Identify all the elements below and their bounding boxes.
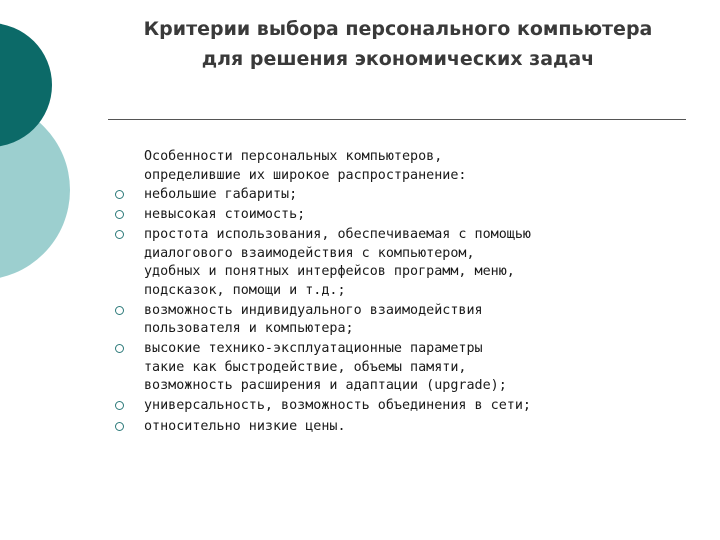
list-item-line: простота использования, обеспечиваемая с помощью: [144, 227, 531, 243]
list-item-line: удобных и понятных интерфейсов программ, меню,: [144, 264, 515, 280]
list-item-line: небольшие габариты;: [144, 187, 298, 202]
bullet-circle-icon: [115, 422, 124, 431]
list-item-line: диалогового взаимодействия с компьютером,: [144, 245, 475, 261]
list-item: [144, 186, 704, 205]
list-item: [144, 302, 704, 339]
title-divider: [108, 119, 686, 120]
intro-line-2: определившие их широкое распространение:: [144, 167, 467, 183]
bullet-circle-icon: [115, 306, 124, 315]
slide-content: [144, 148, 704, 438]
list-item-line: подсказок, помощи и т.д.;: [144, 282, 346, 298]
bullet-circle-icon: [115, 190, 124, 199]
bullet-circle-icon: [115, 344, 124, 353]
criteria-list: [144, 186, 704, 436]
list-item: [144, 206, 704, 225]
list-item: [144, 397, 704, 416]
list-item: [144, 226, 704, 300]
bullet-circle-icon: [115, 230, 124, 239]
decorative-circles: [0, 0, 110, 300]
list-item: [144, 418, 704, 437]
title-line-2: для решения экономических задач: [201, 48, 595, 70]
list-item-line: высокие технико-эксплуатационные параметры: [144, 341, 483, 357]
intro-text: [144, 148, 704, 185]
list-item-line: универсальность, возможность объединения в сети;: [144, 398, 531, 414]
slide-title: [108, 14, 688, 74]
list-item-line: возможность индивидуального взаимодействия: [144, 302, 483, 318]
bullet-circle-icon: [115, 210, 124, 219]
list-item-line: такие как быстродействие, объемы памяти,: [144, 359, 467, 375]
list-item-line: относительно низкие цены.: [144, 418, 346, 434]
list-item-line: пользователя и компьютера;: [144, 321, 354, 337]
list-item: [144, 340, 704, 396]
list-item-line: невысокая стоимость;: [144, 207, 306, 223]
title-line-1: Критерии выбора персонального компьютера: [143, 18, 653, 40]
bullet-circle-icon: [115, 401, 124, 410]
list-item-line: возможность расширения и адаптации (upgrade);: [144, 378, 507, 394]
intro-line-1: Особенности персональных компьютеров,: [144, 149, 443, 164]
